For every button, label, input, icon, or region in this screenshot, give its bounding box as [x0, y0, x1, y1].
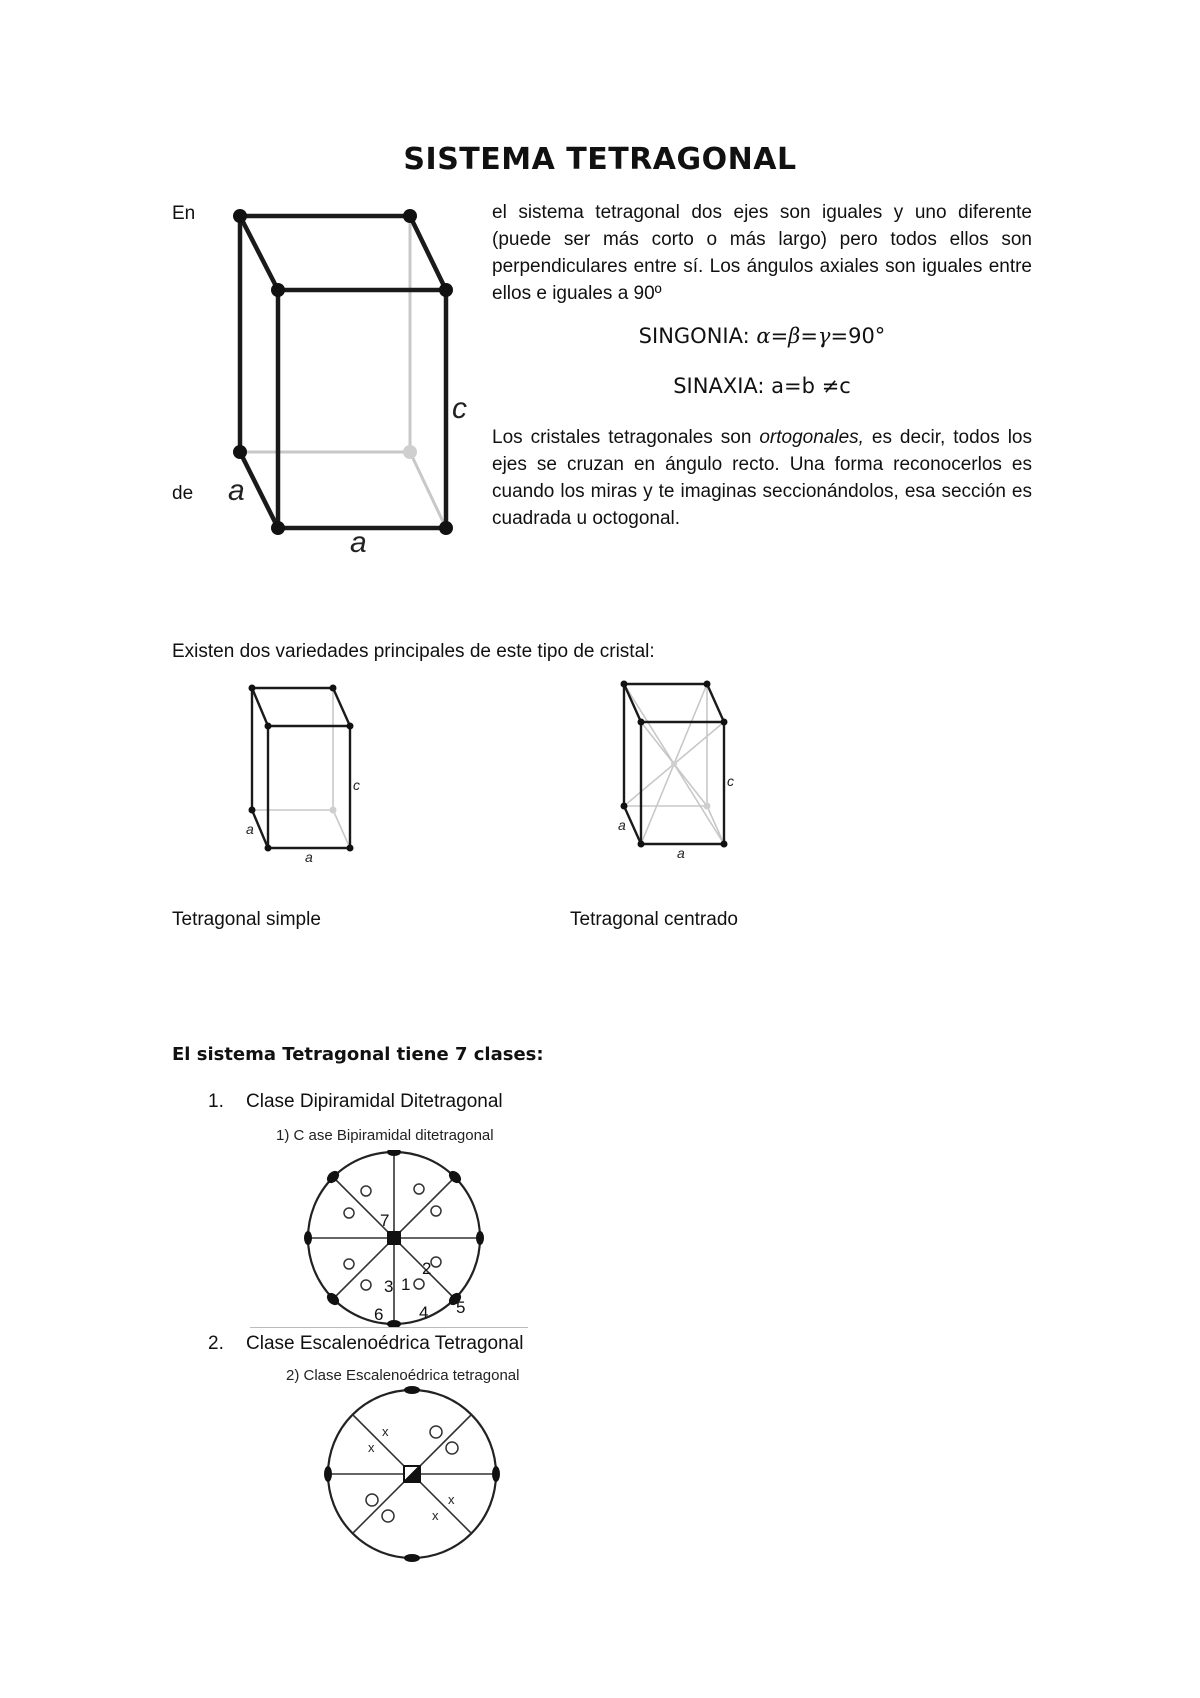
- gamma-symbol: γ: [817, 324, 831, 348]
- singonia-value: =90°: [830, 324, 886, 348]
- paragraph2-italic: ortogonales,: [759, 427, 864, 448]
- cell-label-a-side: a: [228, 474, 245, 507]
- intro-word-de: de: [172, 483, 194, 504]
- cell-label-c: c: [452, 392, 467, 425]
- diagram-2-mark-3: x: [448, 1492, 455, 1507]
- tetragonal-cell-figure: [222, 200, 482, 560]
- diagram-1-number-4: 4: [419, 1303, 429, 1322]
- class-1-number: 1.: [208, 1091, 224, 1112]
- paragraph2-start: Los cristales tetragonales son: [492, 427, 752, 448]
- diagram-2-mark-4: x: [432, 1508, 439, 1523]
- centered-label-a-side: a: [618, 817, 626, 833]
- class-1-label: Clase Dipiramidal Ditetragonal: [246, 1091, 503, 1112]
- diagram-1-number-3: 3: [384, 1277, 394, 1296]
- class-2-number: 2.: [208, 1333, 224, 1354]
- paragraph2-end: es decir, todos los ejes se cruzan en ángulo recto. Una forma reconocerlos es cuando los miras y te imaginas seccionándolos, esa sección es cuadrada u octogonal.: [492, 427, 1032, 529]
- singonia-label: SINGONIA:: [638, 324, 750, 348]
- varieties-intro: Existen dos variedades principales de este tipo de cristal:: [172, 641, 655, 662]
- caption-simple: Tetragonal simple: [172, 909, 321, 930]
- diagram-1-number-7: 7: [380, 1211, 390, 1230]
- simple-label-a-bottom: a: [305, 849, 313, 865]
- diagram-1-number-5: 5: [456, 1298, 466, 1317]
- diagram-2-mark-2: x: [368, 1440, 375, 1455]
- centered-cell-figure: [612, 672, 742, 866]
- centered-label-a-bottom: a: [677, 845, 685, 861]
- simple-label-a-side: a: [246, 821, 254, 837]
- diagram-1-title: 1) C ase Bipiramidal ditetragonal: [276, 1127, 494, 1144]
- page-title: SISTEMA TETRAGONAL: [403, 142, 797, 177]
- diagram-1-number-1: 1: [401, 1275, 411, 1294]
- alpha-symbol: α: [756, 324, 771, 348]
- sinaxia-formula: SINAXIA: a=b ≠c: [673, 374, 851, 398]
- dipiramidal-ditetragonal-diagram: [300, 1150, 530, 1330]
- diagram-1-divider: [250, 1327, 528, 1328]
- class-2-label: Clase Escalenoédrica Tetragonal: [246, 1333, 524, 1354]
- beta-symbol: β: [788, 324, 801, 348]
- classes-heading: El sistema Tetragonal tiene 7 clases:: [172, 1044, 544, 1065]
- centered-label-c: c: [727, 773, 734, 789]
- cell-label-a-bottom: a: [350, 526, 367, 559]
- escalenoedrica-tetragonal-diagram: [315, 1384, 505, 1564]
- simple-cell-figure: [240, 676, 370, 866]
- diagram-2-title: 2) Clase Escalenoédrica tetragonal: [286, 1367, 520, 1384]
- diagram-2-mark-1: x: [382, 1424, 389, 1439]
- intro-paragraph-1: el sistema tetragonal dos ejes son iguales y uno diferente (puede ser más corto o más largo) pero todos ellos son perpendiculares entre sí. Los ángulos axiales son iguales entre ellos e iguales a 90º: [492, 202, 1032, 304]
- simple-label-c: c: [353, 777, 360, 793]
- diagram-1-number-6: 6: [374, 1305, 384, 1324]
- intro-word-en: En: [172, 203, 196, 224]
- singonia-formula: SINGONIA: α=β=γ=90°: [638, 324, 886, 348]
- intro-paragraph-2: [492, 424, 1032, 532]
- diagram-1-number-2: 2: [422, 1259, 432, 1278]
- caption-centered: Tetragonal centrado: [570, 909, 738, 930]
